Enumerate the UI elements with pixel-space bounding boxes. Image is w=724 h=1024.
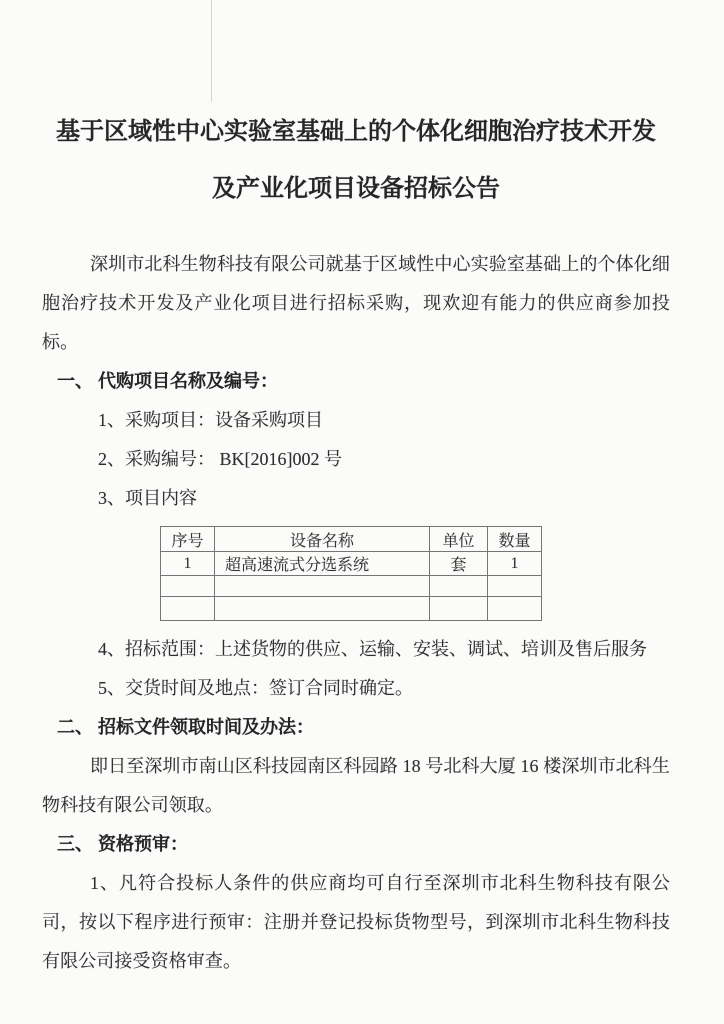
table-header-qty: 数量 bbox=[488, 527, 542, 552]
section-1-number: 一、 bbox=[57, 371, 93, 391]
table-cell-no bbox=[161, 597, 215, 621]
table-header-row bbox=[161, 527, 542, 552]
table-cell-unit bbox=[430, 576, 488, 597]
section-1-item-5: 5、交货时间及地点：签订合同时确定。 bbox=[98, 678, 413, 698]
table-row bbox=[161, 597, 542, 621]
section-1-heading bbox=[42, 362, 670, 401]
table-header-unit: 单位 bbox=[430, 527, 488, 552]
document-title-line2: 及产业化项目设备招标公告 bbox=[212, 176, 500, 202]
section-2-heading-text: 招标文件领取时间及办法： bbox=[98, 717, 314, 737]
section-1-item-4: 4、招标范围：上述货物的供应、运输、安装、调试、培训及售后服务 bbox=[98, 639, 647, 659]
table-cell-no: 1 bbox=[161, 552, 215, 576]
document-title-line1: 基于区域性中心实验室基础上的个体化细胞治疗技术开发 bbox=[56, 119, 656, 145]
section-3-heading bbox=[42, 825, 670, 864]
section-1-item-2: 2、采购编号： BK[2016]002 号 bbox=[98, 449, 342, 469]
document-title bbox=[42, 104, 670, 218]
section-2-body: 即日至深圳市南山区科技园南区科园路 18 号北科大厦 16 楼深圳市北科生物科技有限公司领取。 bbox=[42, 756, 670, 815]
table-cell-qty: 1 bbox=[488, 552, 542, 576]
table-header-name: 设备名称 bbox=[215, 527, 430, 552]
table-cell-qty bbox=[488, 597, 542, 621]
table-cell-unit bbox=[430, 597, 488, 621]
table-cell-name bbox=[215, 597, 430, 621]
table-row bbox=[161, 552, 542, 576]
table-cell-name: 超高速流式分选系统 bbox=[215, 552, 430, 576]
section-1-item-1: 1、采购项目：设备采购项目 bbox=[98, 410, 323, 430]
section-3-body: 1、凡符合投标人条件的供应商均可自行至深圳市北科生物科技有限公司，按以下程序进行预审：注册并登记投标货物型号，到深圳市北科生物科技有限公司接受资格审查。 bbox=[42, 873, 670, 971]
intro-paragraph: 深圳市北科生物科技有限公司就基于区域性中心实验室基础上的个体化细胞治疗技术开发及产业化项目进行招标采购，现欢迎有能力的供应商参加投标。 bbox=[42, 254, 670, 352]
section-1-item-3: 3、项目内容 bbox=[98, 488, 197, 508]
table-cell-unit: 套 bbox=[430, 552, 488, 576]
scan-artifact-line bbox=[211, 0, 212, 102]
table-header-no: 序号 bbox=[161, 527, 215, 552]
equipment-table bbox=[160, 526, 542, 621]
table-cell-no bbox=[161, 576, 215, 597]
section-3-number: 三、 bbox=[57, 834, 93, 854]
section-2-heading bbox=[42, 708, 670, 747]
table-row bbox=[161, 576, 542, 597]
section-2-number: 二、 bbox=[57, 717, 93, 737]
table-cell-name bbox=[215, 576, 430, 597]
section-3-heading-text: 资格预审： bbox=[98, 834, 188, 854]
section-1-heading-text: 代购项目名称及编号： bbox=[98, 371, 278, 391]
table-cell-qty bbox=[488, 576, 542, 597]
